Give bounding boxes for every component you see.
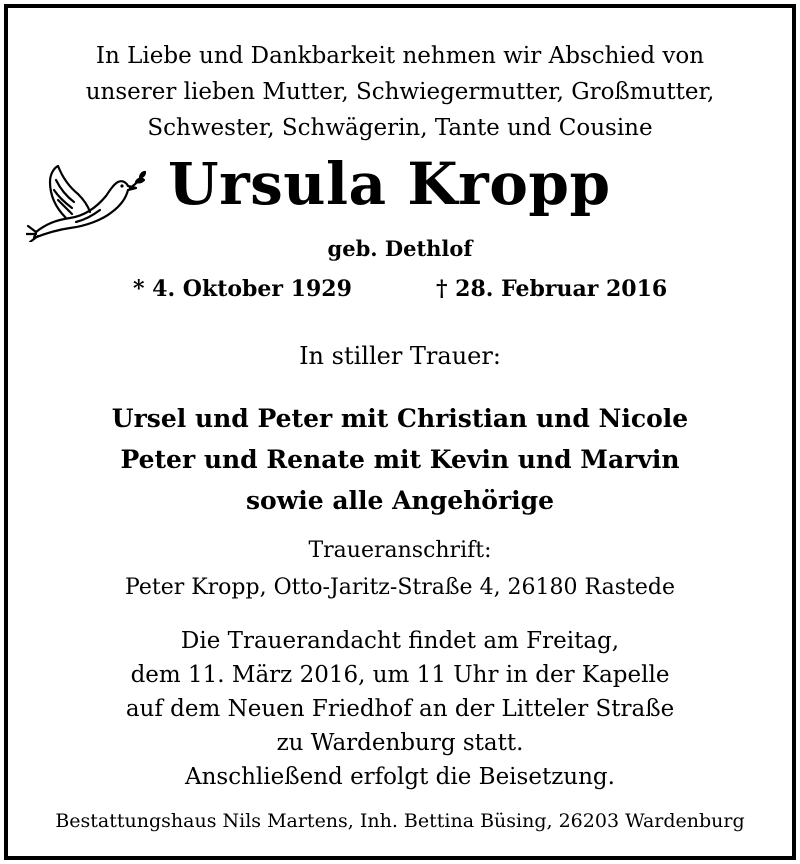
funeral-home-footer: Bestattungshaus Nils Martens, Inh. Bettina Büsing, 26203 Wardenburg xyxy=(55,810,745,832)
address-label: Traueranschrift: xyxy=(308,538,492,563)
dove-icon xyxy=(26,158,146,242)
family-line-3: sowie alle Angehörige xyxy=(245,486,555,515)
obituary-card xyxy=(4,4,796,860)
birth-name: geb. Dethlof xyxy=(327,236,473,261)
family-line-2: Peter und Renate mit Kevin und Marvin xyxy=(120,445,680,474)
intro-line-3: Schwester, Schwägerin, Tante und Cousine xyxy=(147,115,653,141)
birth-date: * 4. Oktober 1929 xyxy=(133,276,352,302)
address-text: Peter Kropp, Otto-Jaritz-Straße 4, 26180 Rastede xyxy=(125,575,675,600)
death-date: † 28. Februar 2016 xyxy=(436,276,668,302)
service-line-4: zu Wardenburg statt. xyxy=(276,730,524,756)
service-line-5: Anschließend erfolgt die Beisetzung. xyxy=(185,764,615,790)
service-line-3: auf dem Neuen Friedhof an der Litteler Straße xyxy=(125,696,675,722)
family-line-1: Ursel und Peter mit Christian und Nicole xyxy=(111,404,689,433)
intro-line-2: unserer lieben Mutter, Schwiegermutter, Großmutter, xyxy=(85,79,715,105)
service-line-1: Die Trauerandacht findet am Freitag, xyxy=(180,628,620,654)
deceased-name: Ursula Kropp xyxy=(168,150,611,218)
intro-line-1: In Liebe und Dankbarkeit nehmen wir Abschied von xyxy=(95,43,705,69)
mourning-heading: In stiller Trauer: xyxy=(299,342,501,370)
service-line-2: dem 11. März 2016, um 11 Uhr in der Kapelle xyxy=(130,662,670,688)
